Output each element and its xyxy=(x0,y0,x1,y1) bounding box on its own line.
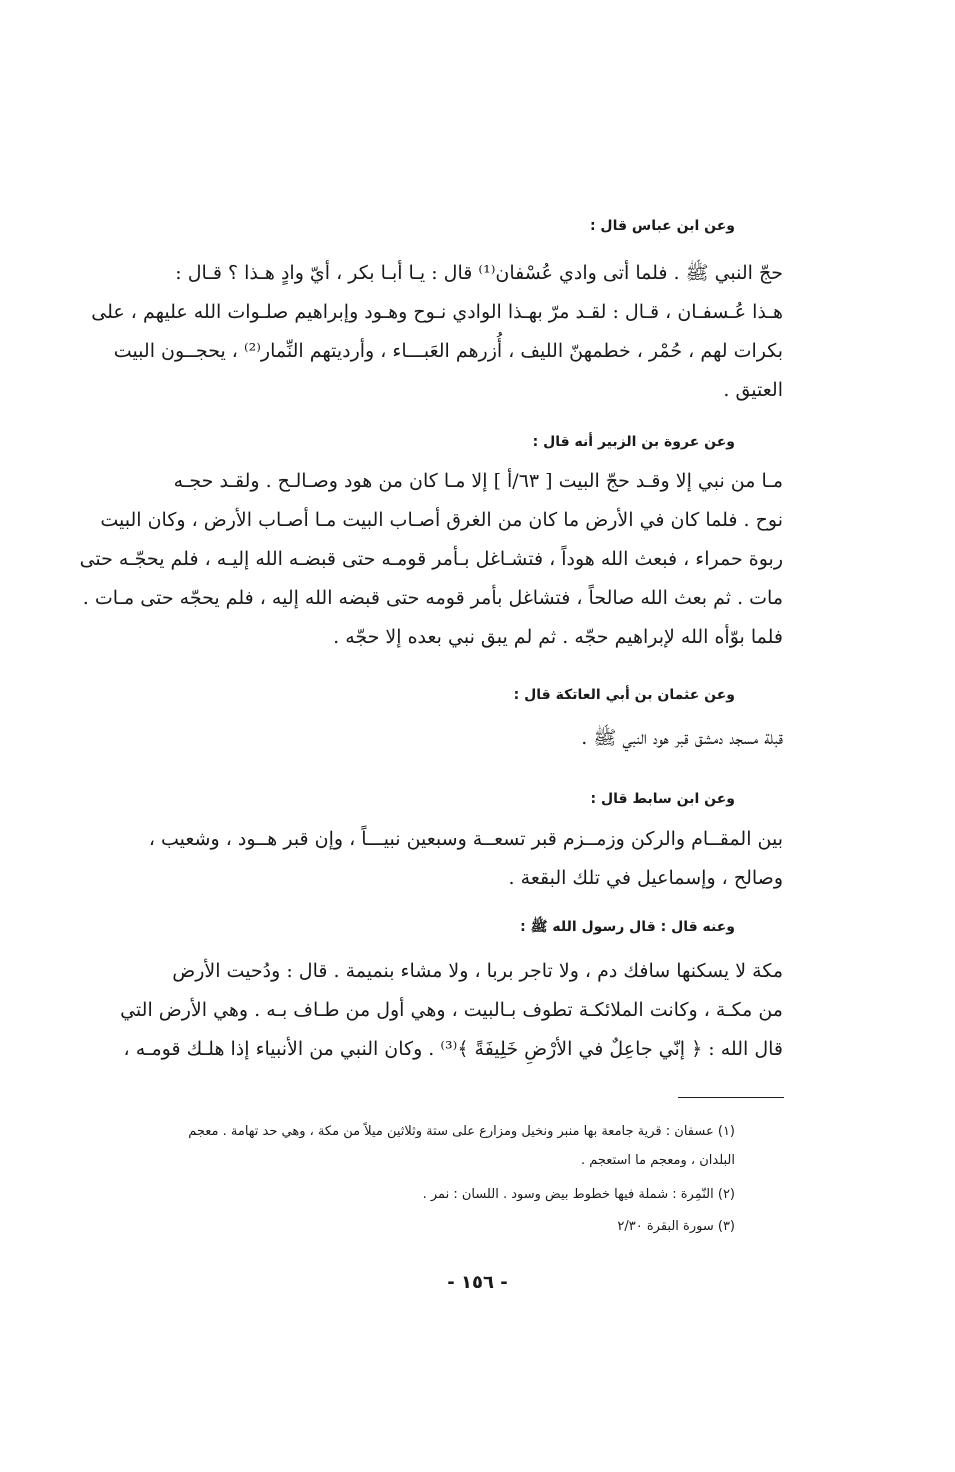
text-line: هـذا عُـسفـان ، قـال : لقـد مرّ بهـذا الوادي نـوح وهـود وإبراهيم صلـوات الله عليهم ، على xyxy=(91,301,783,323)
page-number: - ١٥٦ - xyxy=(447,1272,508,1293)
text-line: فلما بوّأه الله لإبراهيم حجّه . ثم لم يبق نبي بعده إلا حجّه . xyxy=(333,626,783,648)
text-line: قال الله : ﴿ إنّي جاعِلٌ في الأرْضِ خَلِيفَةً ﴾⁽³⁾ . وكان النبي من الأنبياء إذا هلـك قومـه ، xyxy=(123,1038,783,1060)
section-header: وعن ابن عباس قال : xyxy=(589,218,735,234)
text-line: من مكـة ، وكانت الملائكـة تطوف بـالبيت ، وهي أول من طـاف بـه . وهي الأرض التي xyxy=(120,999,783,1021)
section-header: وعن عروة بن الزبير أنه قال : xyxy=(532,434,735,450)
text-line: بين المقــام والركن وزمــزم قبر تسعــة وسبعين نبيـــاً ، وإن قبر هــود ، وشعيب ، xyxy=(148,828,783,850)
text-line: مكة لا يسكنها سافك دم ، ولا تاجر بربا ، ولا مشاء بنميمة . قال : ودُحيت الأرض xyxy=(172,960,783,982)
section-paragraph xyxy=(148,820,783,898)
text-line: نوح . فلما كان في الأرض ما كان من الغرق أصـاب البيت مـا أصـاب الأرض ، وكان البيت xyxy=(100,509,783,531)
footnote: (٢) النّمِرة : شملة فيها خطوط بيض وسود . اللسان : نمر . xyxy=(422,1187,735,1202)
text-line: مات . ثم بعث الله صالحاً ، فتشاغل بأمر قومه حتى قبضه الله إليه ، فلم يحجّه حتى مـات . xyxy=(82,587,783,609)
text-line: حجّ النبي ﷺ . فلما أتى وادي عُسْفان⁽¹⁾ قال : يـا أبـا بكر ، أيّ وادٍ هـذا ؟ قـال : xyxy=(175,262,783,284)
section-header: وعنه قال : قال رسول الله ﷺ : xyxy=(520,919,735,935)
text-line: وصالح ، وإسماعيل في تلك البقعة . xyxy=(508,867,783,889)
footnote-separator xyxy=(678,1097,784,1098)
footnote: (٣) سورة البقرة ٢/٣٠ xyxy=(617,1219,735,1234)
text-line: ربوة حمراء ، فبعث الله هوداً ، فتشـاغل بـأمر قومـه حتى قبضـه الله إليـه ، فلم يحجّـه حتى xyxy=(79,548,783,570)
text-line: مـا من نبي إلا وقـد حجّ البيت [ ٦٣/أ ] إلا مـا كان من هود وصـالـح . ولقـد حجـه xyxy=(173,470,783,492)
section-paragraph xyxy=(120,952,783,1069)
section-paragraph xyxy=(171,719,783,758)
section-header: وعن ابن سابط قال : xyxy=(590,791,735,807)
footnote: (١) عسفان : قرية جامعة بها منبر ونخيل ومزارع على ستة وثلاثين ميلاً من مكة ، وهي حد تهامة . معجم البلدان ، ومعجم ما استعجم . xyxy=(188,1124,735,1168)
section-paragraph xyxy=(79,462,783,657)
text-line: قبلة مسجد دمشق قبر هود النبي ﷺ . xyxy=(581,727,783,749)
text-line: العتيق . xyxy=(723,379,783,401)
text-line: بكرات لهم ، حُمْر ، خطمهنّ الليف ، أُزرهم العَبـــاء ، وأرديتهم النِّمار⁽²⁾ ، يحجــون البيت xyxy=(113,340,783,362)
section-paragraph xyxy=(91,254,783,410)
section-header: وعن عثمان بن أبي العاتكة قال : xyxy=(513,687,735,703)
